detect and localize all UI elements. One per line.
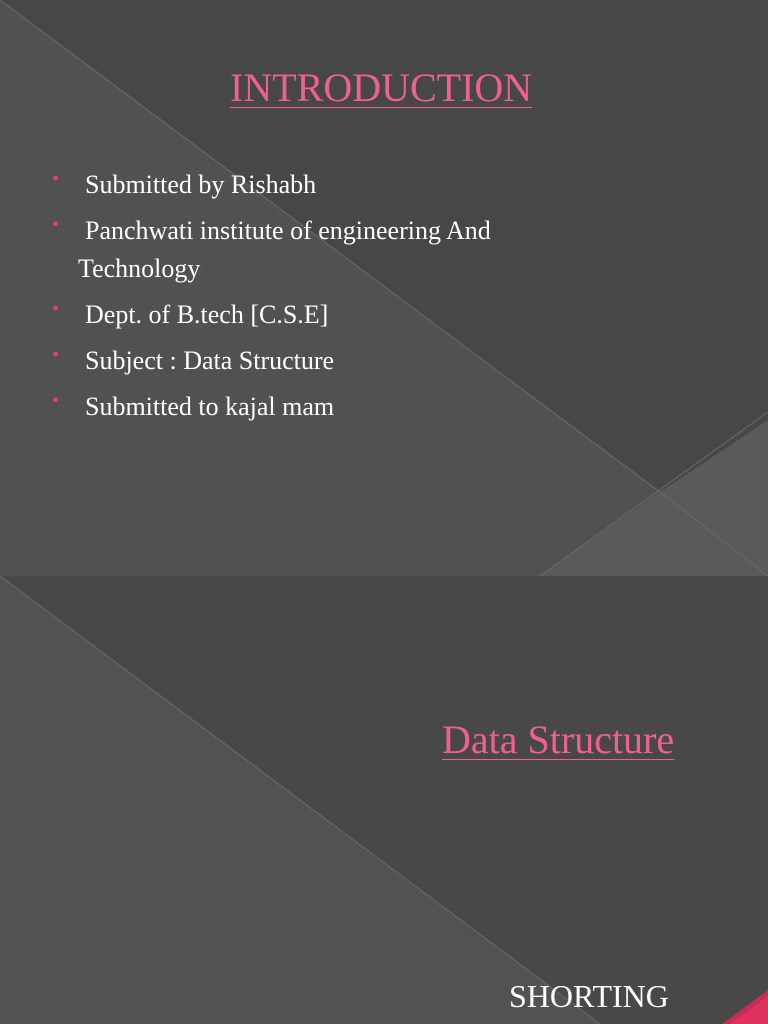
- bullet-list: [48, 166, 648, 434]
- bullet-item: [48, 166, 648, 204]
- slide-data-structure: [0, 576, 768, 1024]
- bullet-text: Submitted to kajal mam: [85, 392, 335, 421]
- slide-title: INTRODUCTION: [230, 65, 533, 110]
- bullet-icon: •: [52, 390, 60, 412]
- bullet-icon: •: [52, 214, 60, 236]
- bullet-text: Panchwati institute of engineering And: [85, 216, 491, 245]
- bullet-text: Dept. of B.tech [C.S.E]: [85, 300, 329, 329]
- bullet-item: [48, 296, 648, 334]
- footer-text: SHORTING: [509, 978, 669, 1014]
- slide-title: Data Structure: [442, 717, 675, 762]
- bullet-item: [48, 212, 648, 288]
- bullet-text-continuation: Technology: [78, 254, 201, 283]
- bullet-text: Subject : Data Structure: [85, 346, 335, 375]
- bullet-item: [48, 388, 648, 426]
- bullet-icon: •: [52, 168, 60, 190]
- bullet-text: Submitted by Rishabh: [85, 170, 317, 199]
- bullet-icon: •: [52, 298, 60, 320]
- corner-accent-shape: [722, 990, 768, 1024]
- bullet-item: [48, 342, 648, 380]
- background-decoration: [0, 576, 768, 1024]
- bullet-icon: •: [52, 344, 60, 366]
